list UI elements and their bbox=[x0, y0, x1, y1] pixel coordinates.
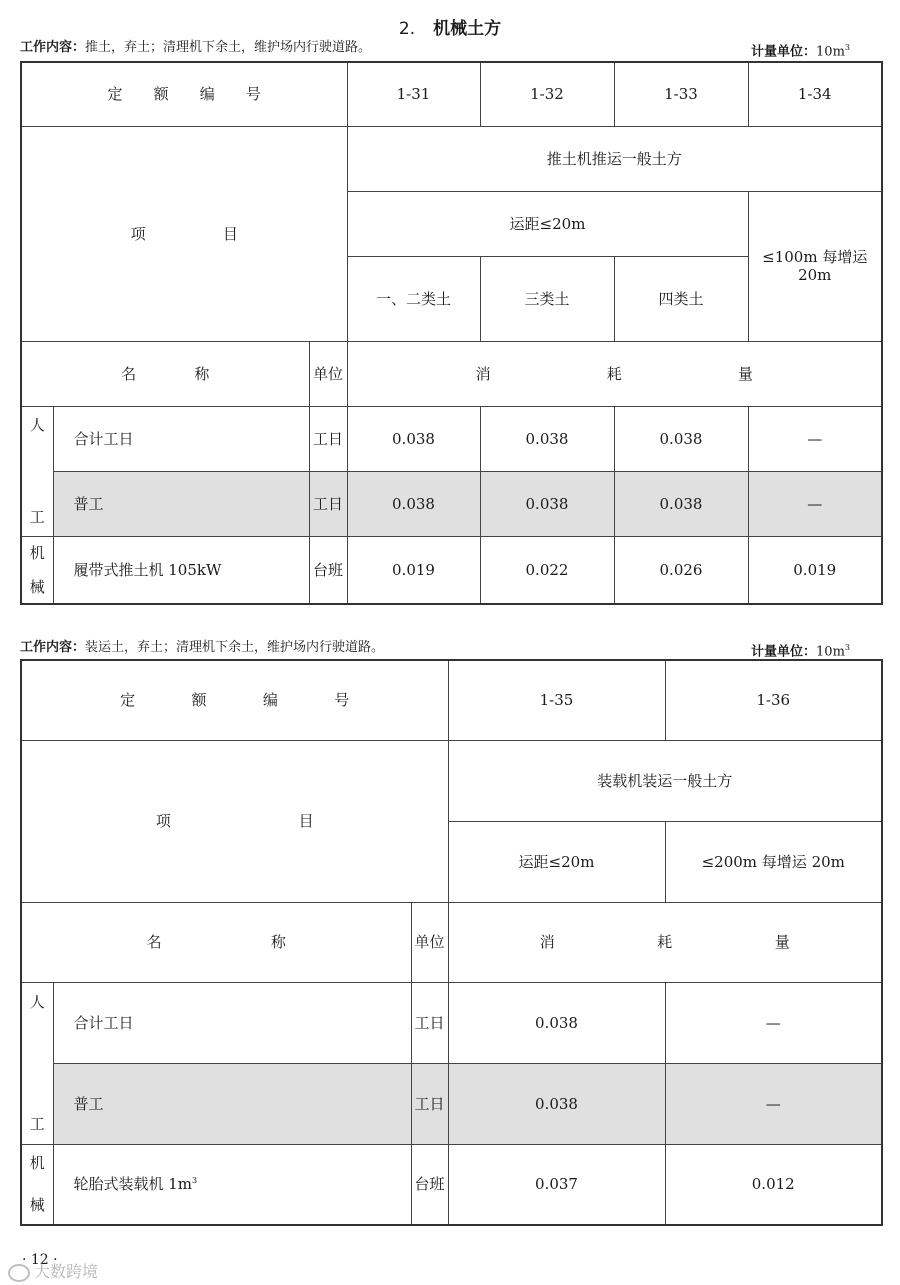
table-row bbox=[21, 471, 882, 536]
row-value: — bbox=[665, 982, 882, 1063]
work-content-text: 推土，弃土；清理机下余土，维护场内行驶道路。 bbox=[85, 40, 372, 55]
row-value: 0.038 bbox=[347, 406, 480, 471]
table2-info-line bbox=[20, 638, 880, 658]
row-value: 0.012 bbox=[665, 1144, 882, 1225]
soil-type-cell: 一、二类土 bbox=[347, 256, 480, 341]
quota-code-cell: 1-34 bbox=[748, 62, 882, 126]
item-header: 项 目 bbox=[21, 740, 448, 902]
group-title: 推土机推运一般土方 bbox=[347, 126, 882, 191]
table-row bbox=[21, 1144, 882, 1225]
row-unit: 工日 bbox=[309, 471, 347, 536]
row-value: — bbox=[748, 471, 882, 536]
sub-col-cell: ≤200m 每增运 20m bbox=[665, 821, 882, 902]
row-name: 履带式推土机 105kW bbox=[53, 536, 309, 604]
page-number: · 12 · bbox=[22, 1252, 58, 1268]
row-value: 0.037 bbox=[448, 1144, 665, 1225]
row-unit: 台班 bbox=[309, 536, 347, 604]
row-value: 0.038 bbox=[448, 1063, 665, 1144]
section-number: 2. bbox=[398, 19, 416, 39]
row-value: 0.026 bbox=[614, 536, 748, 604]
row-value: 0.038 bbox=[480, 406, 614, 471]
quota-code-row bbox=[21, 660, 882, 740]
row-value: 0.038 bbox=[614, 406, 748, 471]
quota-table-1 bbox=[20, 61, 883, 605]
row-unit: 工日 bbox=[411, 982, 448, 1063]
work-content-label: 工作内容： bbox=[20, 640, 86, 655]
unit-header: 单位 bbox=[411, 902, 448, 982]
category-machine: 机 械 bbox=[21, 536, 53, 604]
measure-unit: 计量单位：$10m^3$ bbox=[751, 643, 850, 660]
row-name: 合计工日 bbox=[53, 406, 309, 471]
quota-code-row bbox=[21, 62, 882, 126]
quota-code-cell: 1-31 bbox=[347, 62, 480, 126]
quota-code-cell: 1-36 bbox=[665, 660, 882, 740]
sub-col-cell: 运距≤20m bbox=[448, 821, 665, 902]
category-labor: 人 工 bbox=[21, 982, 53, 1144]
soil-type-cell: 三类土 bbox=[480, 256, 614, 341]
quota-code-cell: 1-33 bbox=[614, 62, 748, 126]
row-value: — bbox=[665, 1063, 882, 1144]
watermark: 大数跨境 bbox=[8, 1259, 98, 1282]
quota-table-2 bbox=[20, 659, 883, 1226]
section-title bbox=[0, 14, 900, 39]
row-value: 0.038 bbox=[448, 982, 665, 1063]
group-title: 装载机装运一般土方 bbox=[448, 740, 882, 821]
table-row bbox=[21, 536, 882, 604]
row-name: 普工 bbox=[53, 471, 309, 536]
quota-code-cell: 1-32 bbox=[480, 62, 614, 126]
row-value: 0.038 bbox=[614, 471, 748, 536]
table-row bbox=[21, 406, 882, 471]
row-value: 0.038 bbox=[347, 471, 480, 536]
row-name: 普工 bbox=[53, 1063, 411, 1144]
row-value: 0.038 bbox=[480, 471, 614, 536]
soil-type-cell: 四类土 bbox=[614, 256, 748, 341]
table-row bbox=[21, 1063, 882, 1144]
measure-unit: 计量单位：$10m^3$ bbox=[751, 43, 850, 60]
row-value: 0.019 bbox=[347, 536, 480, 604]
unit-header: 单位 bbox=[309, 341, 347, 406]
column-header-row bbox=[21, 902, 882, 982]
sub-group-distance: 运距≤20m bbox=[347, 191, 748, 256]
quota-code-cell: 1-35 bbox=[448, 660, 665, 740]
row-name: 轮胎式装载机 $1m^3$ bbox=[53, 1144, 411, 1225]
section-title-text: 机械土方 bbox=[433, 19, 502, 39]
name-header: 名 称 bbox=[21, 341, 309, 406]
name-header: 名 称 bbox=[21, 902, 411, 982]
row-name: 合计工日 bbox=[53, 982, 411, 1063]
row-unit: 工日 bbox=[309, 406, 347, 471]
extra-distance-column: ≤100m 每增运 20m bbox=[748, 191, 882, 341]
quota-code-header: 定 额 编 号 bbox=[21, 660, 448, 740]
category-machine: 机 械 bbox=[21, 1144, 53, 1225]
quota-code-header: 定 额 编 号 bbox=[21, 62, 347, 126]
row-unit: 工日 bbox=[411, 1063, 448, 1144]
consumption-header: 消 耗 量 bbox=[448, 902, 882, 982]
column-header-row bbox=[21, 341, 882, 406]
row-unit: 台班 bbox=[411, 1144, 448, 1225]
row-value: 0.019 bbox=[748, 536, 882, 604]
work-content-text: 装运土，弃土；清理机下余土，维护场内行驶道路。 bbox=[85, 640, 385, 655]
category-labor: 人 工 bbox=[21, 406, 53, 536]
row-value: — bbox=[748, 406, 882, 471]
watermark-logo-icon bbox=[8, 1264, 30, 1282]
consumption-header: 消 耗 量 bbox=[347, 341, 882, 406]
table-row bbox=[21, 982, 882, 1063]
table1-info-line bbox=[20, 38, 880, 58]
row-value: 0.022 bbox=[480, 536, 614, 604]
work-content-label: 工作内容： bbox=[20, 40, 86, 55]
item-header: 项 目 bbox=[21, 126, 347, 341]
